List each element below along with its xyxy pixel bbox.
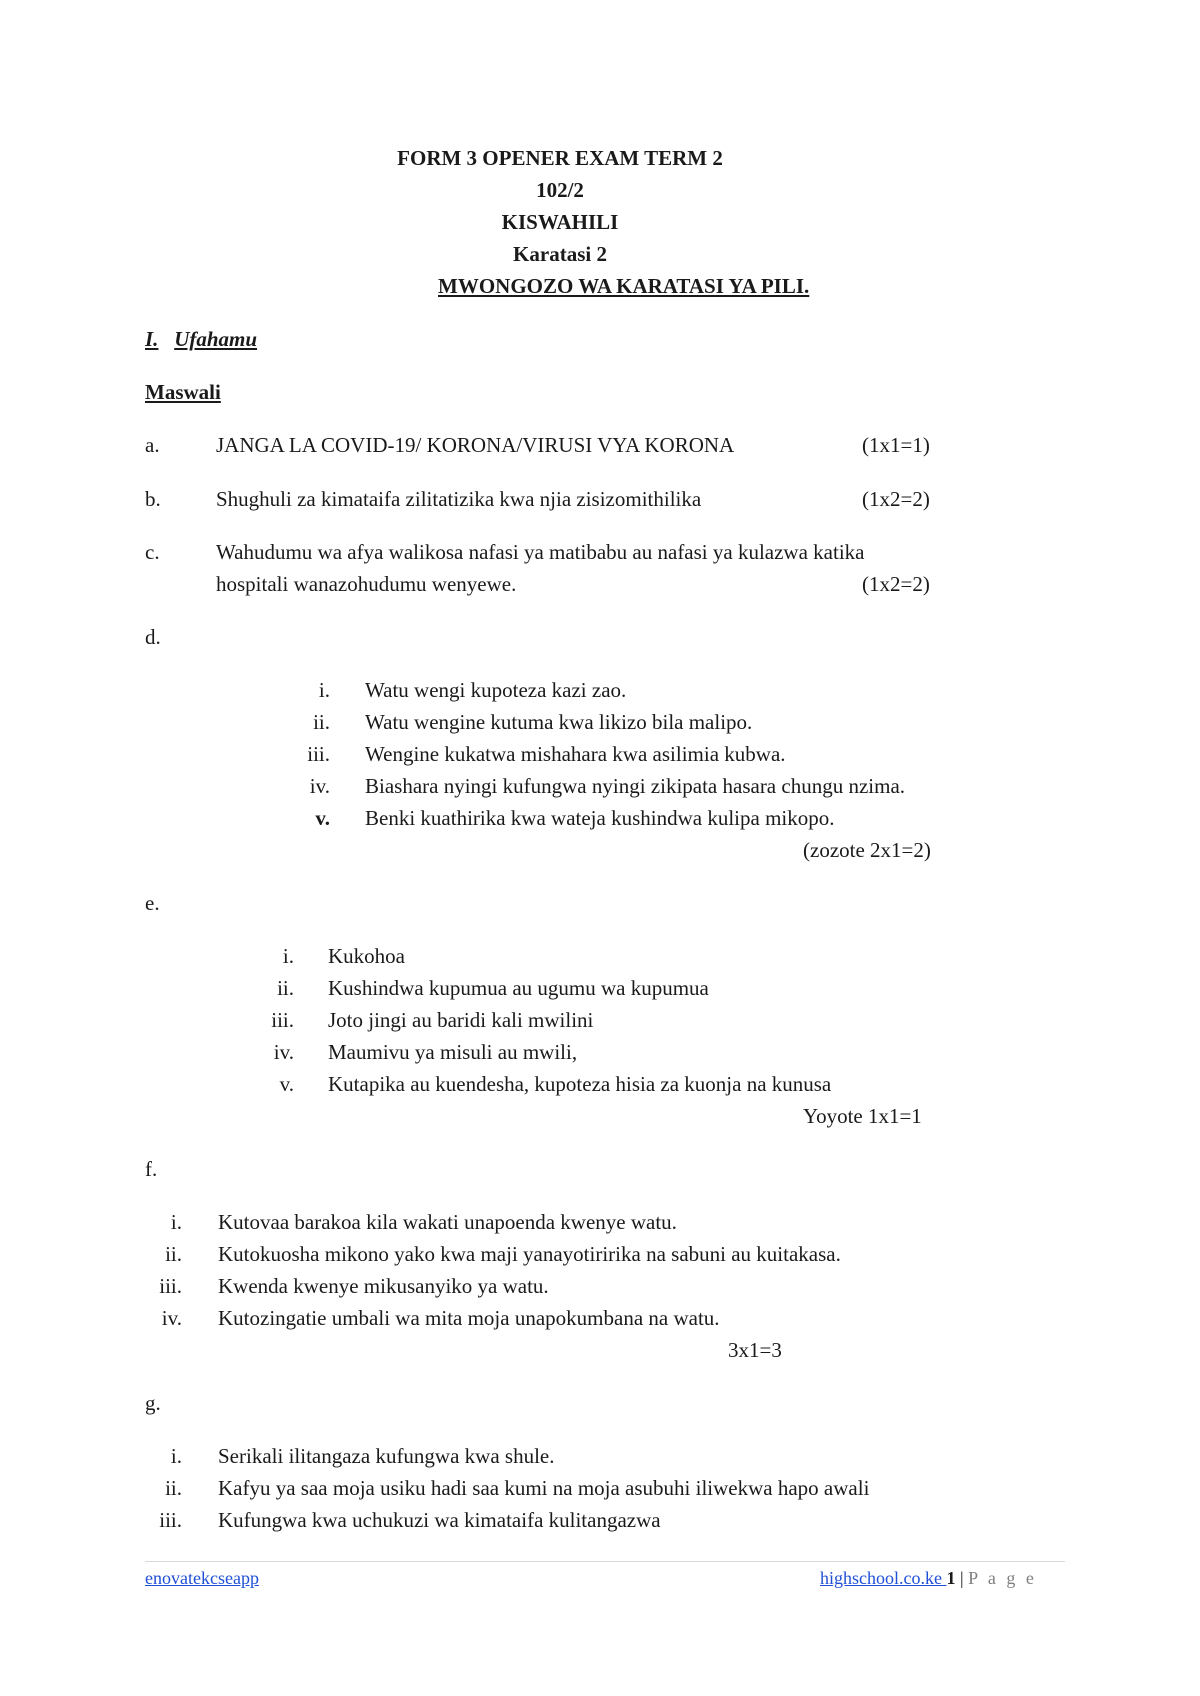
list-item: Benki kuathirika kwa wateja kushindwa kulipa mikopo. [365, 806, 835, 830]
list-item: Kutokuosha mikono yako kwa maji yanayotiririka na sabuni au kuitakasa. [218, 1242, 841, 1266]
footer-left-link[interactable]: enovatekcseapp [145, 1568, 259, 1588]
question-letter-g: g. [145, 1391, 161, 1415]
list-item-number: iii. [159, 1274, 182, 1298]
list-item-number: ii. [165, 1476, 182, 1500]
list-item: Kushindwa kupumua au ugumu wa kupumua [328, 976, 709, 1000]
list-item: Wengine kukatwa mishahara kwa asilimia kubwa. [365, 742, 786, 766]
question-letter-a: a. [145, 433, 160, 457]
exam-title: FORM 3 OPENER EXAM TERM 2 [397, 146, 723, 170]
list-item-number: ii. [313, 710, 330, 734]
answer-b: Shughuli za kimataifa zilitatizika kwa njia zisizomithilika [216, 487, 702, 511]
subject-name: KISWAHILI [501, 210, 619, 234]
list-item-number: ii. [277, 976, 294, 1000]
question-letter-b: b. [145, 487, 161, 511]
footer-right [820, 1568, 1037, 1589]
answer-c-line2: hospitali wanazohudumu wenyewe. [216, 572, 517, 596]
footer-right-link[interactable]: highschool.co.ke [820, 1568, 947, 1588]
list-item-number: i. [170, 1210, 182, 1234]
list-item-number: iv. [161, 1306, 182, 1330]
page-number: 1 [946, 1568, 956, 1588]
page-label: P a g e [968, 1568, 1037, 1588]
marks-d: (zozote 2x1=2) [803, 838, 931, 862]
list-item: Kafyu ya saa moja usiku hadi saa kumi na moja asubuhi iliwekwa hapo awali [218, 1476, 870, 1500]
marks-e: Yoyote 1x1=1 [803, 1104, 922, 1128]
paper-number: Karatasi 2 [513, 242, 607, 266]
list-item: Maumivu ya misuli au mwili, [328, 1040, 578, 1064]
question-letter-e: e. [145, 891, 160, 915]
marks-f: 3x1=3 [728, 1338, 782, 1362]
question-letter-d: d. [145, 625, 161, 649]
list-item-number: iii. [159, 1508, 182, 1532]
list-item-number: iv. [309, 774, 330, 798]
list-item-number: iv. [273, 1040, 294, 1064]
list-item: Kutapika au kuendesha, kupoteza hisia za kuonja na kunusa [328, 1072, 832, 1096]
footer-divider [145, 1561, 1065, 1562]
list-item-number: ii. [165, 1242, 182, 1266]
list-item: Biashara nyingi kufungwa nyingi zikipata hasara chungu nzima. [365, 774, 906, 798]
list-item: Watu wengi kupoteza kazi zao. [365, 678, 627, 702]
marks-c: (1x2=2) [862, 572, 930, 596]
page-separator: | [955, 1568, 969, 1588]
list-item: Kutozingatie umbali wa mita moja unapokumbana na watu. [218, 1306, 720, 1330]
paper-code: 102/2 [536, 178, 584, 202]
section-number: I. [145, 327, 159, 351]
list-item-number: iii. [271, 1008, 294, 1032]
section-heading [145, 327, 257, 352]
list-item: Kutovaa barakoa kila wakati unapoenda kwenye watu. [218, 1210, 677, 1234]
section-title: Ufahamu [174, 327, 258, 351]
list-item: Kukohoa [328, 944, 405, 968]
question-letter-c: c. [145, 540, 160, 564]
marks-b: (1x2=2) [862, 487, 930, 511]
list-item-number: v. [315, 806, 330, 830]
marking-scheme-title: MWONGOZO WA KARATASI YA PILI. [438, 274, 810, 298]
list-item: Kwenda kwenye mikusanyiko ya watu. [218, 1274, 549, 1298]
marks-a: (1x1=1) [862, 433, 930, 457]
list-item: Watu wengine kutuma kwa likizo bila malipo. [365, 710, 753, 734]
answer-a: JANGA LA COVID-19/ KORONA/VIRUSI VYA KORONA [216, 433, 735, 457]
list-item-number: i. [282, 944, 294, 968]
list-item-number: i. [318, 678, 330, 702]
list-item-number: v. [279, 1072, 294, 1096]
list-item-number: i. [170, 1444, 182, 1468]
question-letter-f: f. [145, 1157, 158, 1181]
list-item: Kufungwa kwa uchukuzi wa kimataifa kulitangazwa [218, 1508, 661, 1532]
answer-c-line1: Wahudumu wa afya walikosa nafasi ya matibabu au nafasi ya kulazwa katika [216, 540, 865, 564]
list-item-number: iii. [307, 742, 330, 766]
list-item: Serikali ilitangaza kufungwa kwa shule. [218, 1444, 555, 1468]
questions-subtitle: Maswali [145, 380, 221, 404]
list-item: Joto jingi au baridi kali mwilini [328, 1008, 594, 1032]
